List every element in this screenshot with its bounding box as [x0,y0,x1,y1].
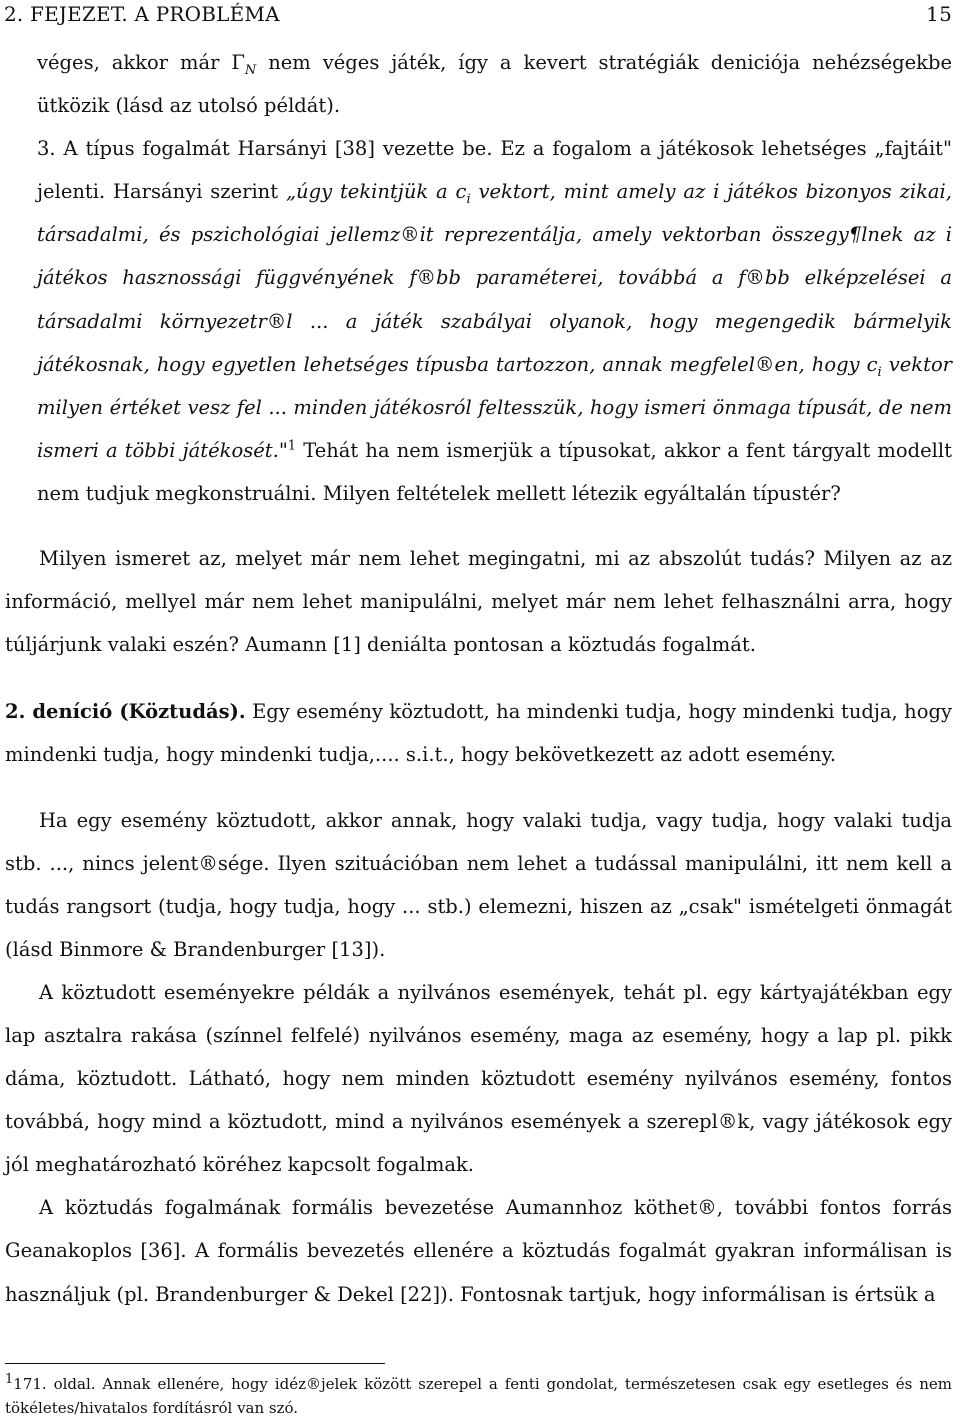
footnote-text: 171. oldal. Annak ellenére, hogy idéz®jelek között szerepel a fenti gondolat, természetesen csak egy esetleges és nem tökéletes/hivatalos fordításról van szó. [5,1375,952,1417]
footnote-mark: 1 [5,1372,14,1387]
subscript: i [877,364,882,380]
paragraph: A köztudott eseményekre példák a nyilvános események, tehát pl. egy kártyajátékban egy lap asztalra rakása (színnel felfelé) nyilvános esemény, maga az esemény, hogy a lap pl. pikk dáma, köztudott. Látható, hogy nem minden köztudott esemény nyilvános esemény, fontos továbbá, hogy mind a köztudott, mind a nyilvános események a szerepl®k, vagy játékosok egy jól meghatározható köréhez kapcsolt fogalmak. [5,980,952,1177]
definition [5,690,952,776]
quote-run: „úgy tekintjük a c [285,180,467,204]
quote-run: vektor milyen értéket vesz fel ... minden játékosról feltesszük, hogy ismeri önmaga típusát, de nem ismeri a többi játékosét." [37,352,953,462]
paragraph: Milyen ismeret az, melyet már nem lehet megingatni, mi az abszolút tudás? Milyen az az információ, mellyel már nem lehet manipulálni, melyet már nem lehet felhasználni arra, hogy túljárjunk valaki eszén? Aumann [1] deniálta pontosan a köztudás fogalmát. [5,547,952,657]
subscript: i [466,192,471,208]
definition-text: Egy esemény köztudott, ha mindenki tudja, hogy mindenki tudja, hogy mindenki tudja, hogy mindenki tudja,.... s.i.t., hogy bekövetkezett az adott esemény. [5,700,952,767]
footnote-divider [5,1363,385,1364]
chapter-title: 2. FEJEZET. A PROBLÉMA [4,2,280,26]
running-header [4,0,952,30]
paragraph-continuation [5,41,952,127]
subscript: N [244,62,257,78]
text-run: véges, akkor már Γ [37,51,245,74]
body-text [5,41,952,1316]
text-run: Tehát ha nem ismerjük a típusokat, akkor a fent tárgyalt modellt nem tudjuk megkonstruálni. Milyen feltételek mellett létezik egyáltalán típustér? [37,438,952,505]
paragraph: A köztudás fogalmának formális bevezetése Aumannhoz köthet®, további fontos forrás Geanakoplos [36]. A formális bevezetés ellenére a köztudás fogalmát gyakran informálisan is használjuk (pl. Brandenburger & Dekel [22]). Fontosnak tartjuk, hogy informálisan is értsük a [5,1196,952,1306]
footnote-ref[interactable]: 1 [287,438,297,454]
text-run: nem véges játék, így a kevert stratégiák deniciója nehézségekbe ütközik (lásd az utolsó példát). [37,51,952,118]
page-number: 15 [926,2,952,26]
list-item-3 [5,127,952,515]
harsanyi-quote [37,180,952,462]
text-run: 3. A típus fogalmát Harsányi [38] vezette be. Ez a fogalom a játékosok lehetséges „fajtáit" jelenti. Harsányi szerint [37,137,952,204]
paragraph: Ha egy esemény köztudott, akkor annak, hogy valaki tudja, vagy tudja, hogy valaki tudja stb. ..., nincs jelent®sége. Ilyen szituációban nem lehet a tudással manipulálni, itt nem kell a tudás rangsort (tudja, hogy tudja, hogy ... stb.) elemezni, hiszen az „csak" ismételgeti önmagát (lásd Binmore & Brandenburger [13]). [5,808,952,961]
definition-label: 2. deníció (Köztudás). [5,700,246,724]
footnote [5,1372,952,1420]
quote-run: vektort, mint amely az i játékos bizonyos zikai, társadalmi, és pszichológiai jellemz®it reprezentálja, amely vektorban összegy¶lnek az i játékos hasznossági függvényének f®bb paraméterei, továbbá a f®bb elképzelései a társadalmi környezetr®l ... a játék szabályai olyanok, hogy megengedik bármelyik játékosnak, hogy egyetlen lehetséges típusba tartozzon, annak megfelel®en, hogy c [37,180,952,376]
